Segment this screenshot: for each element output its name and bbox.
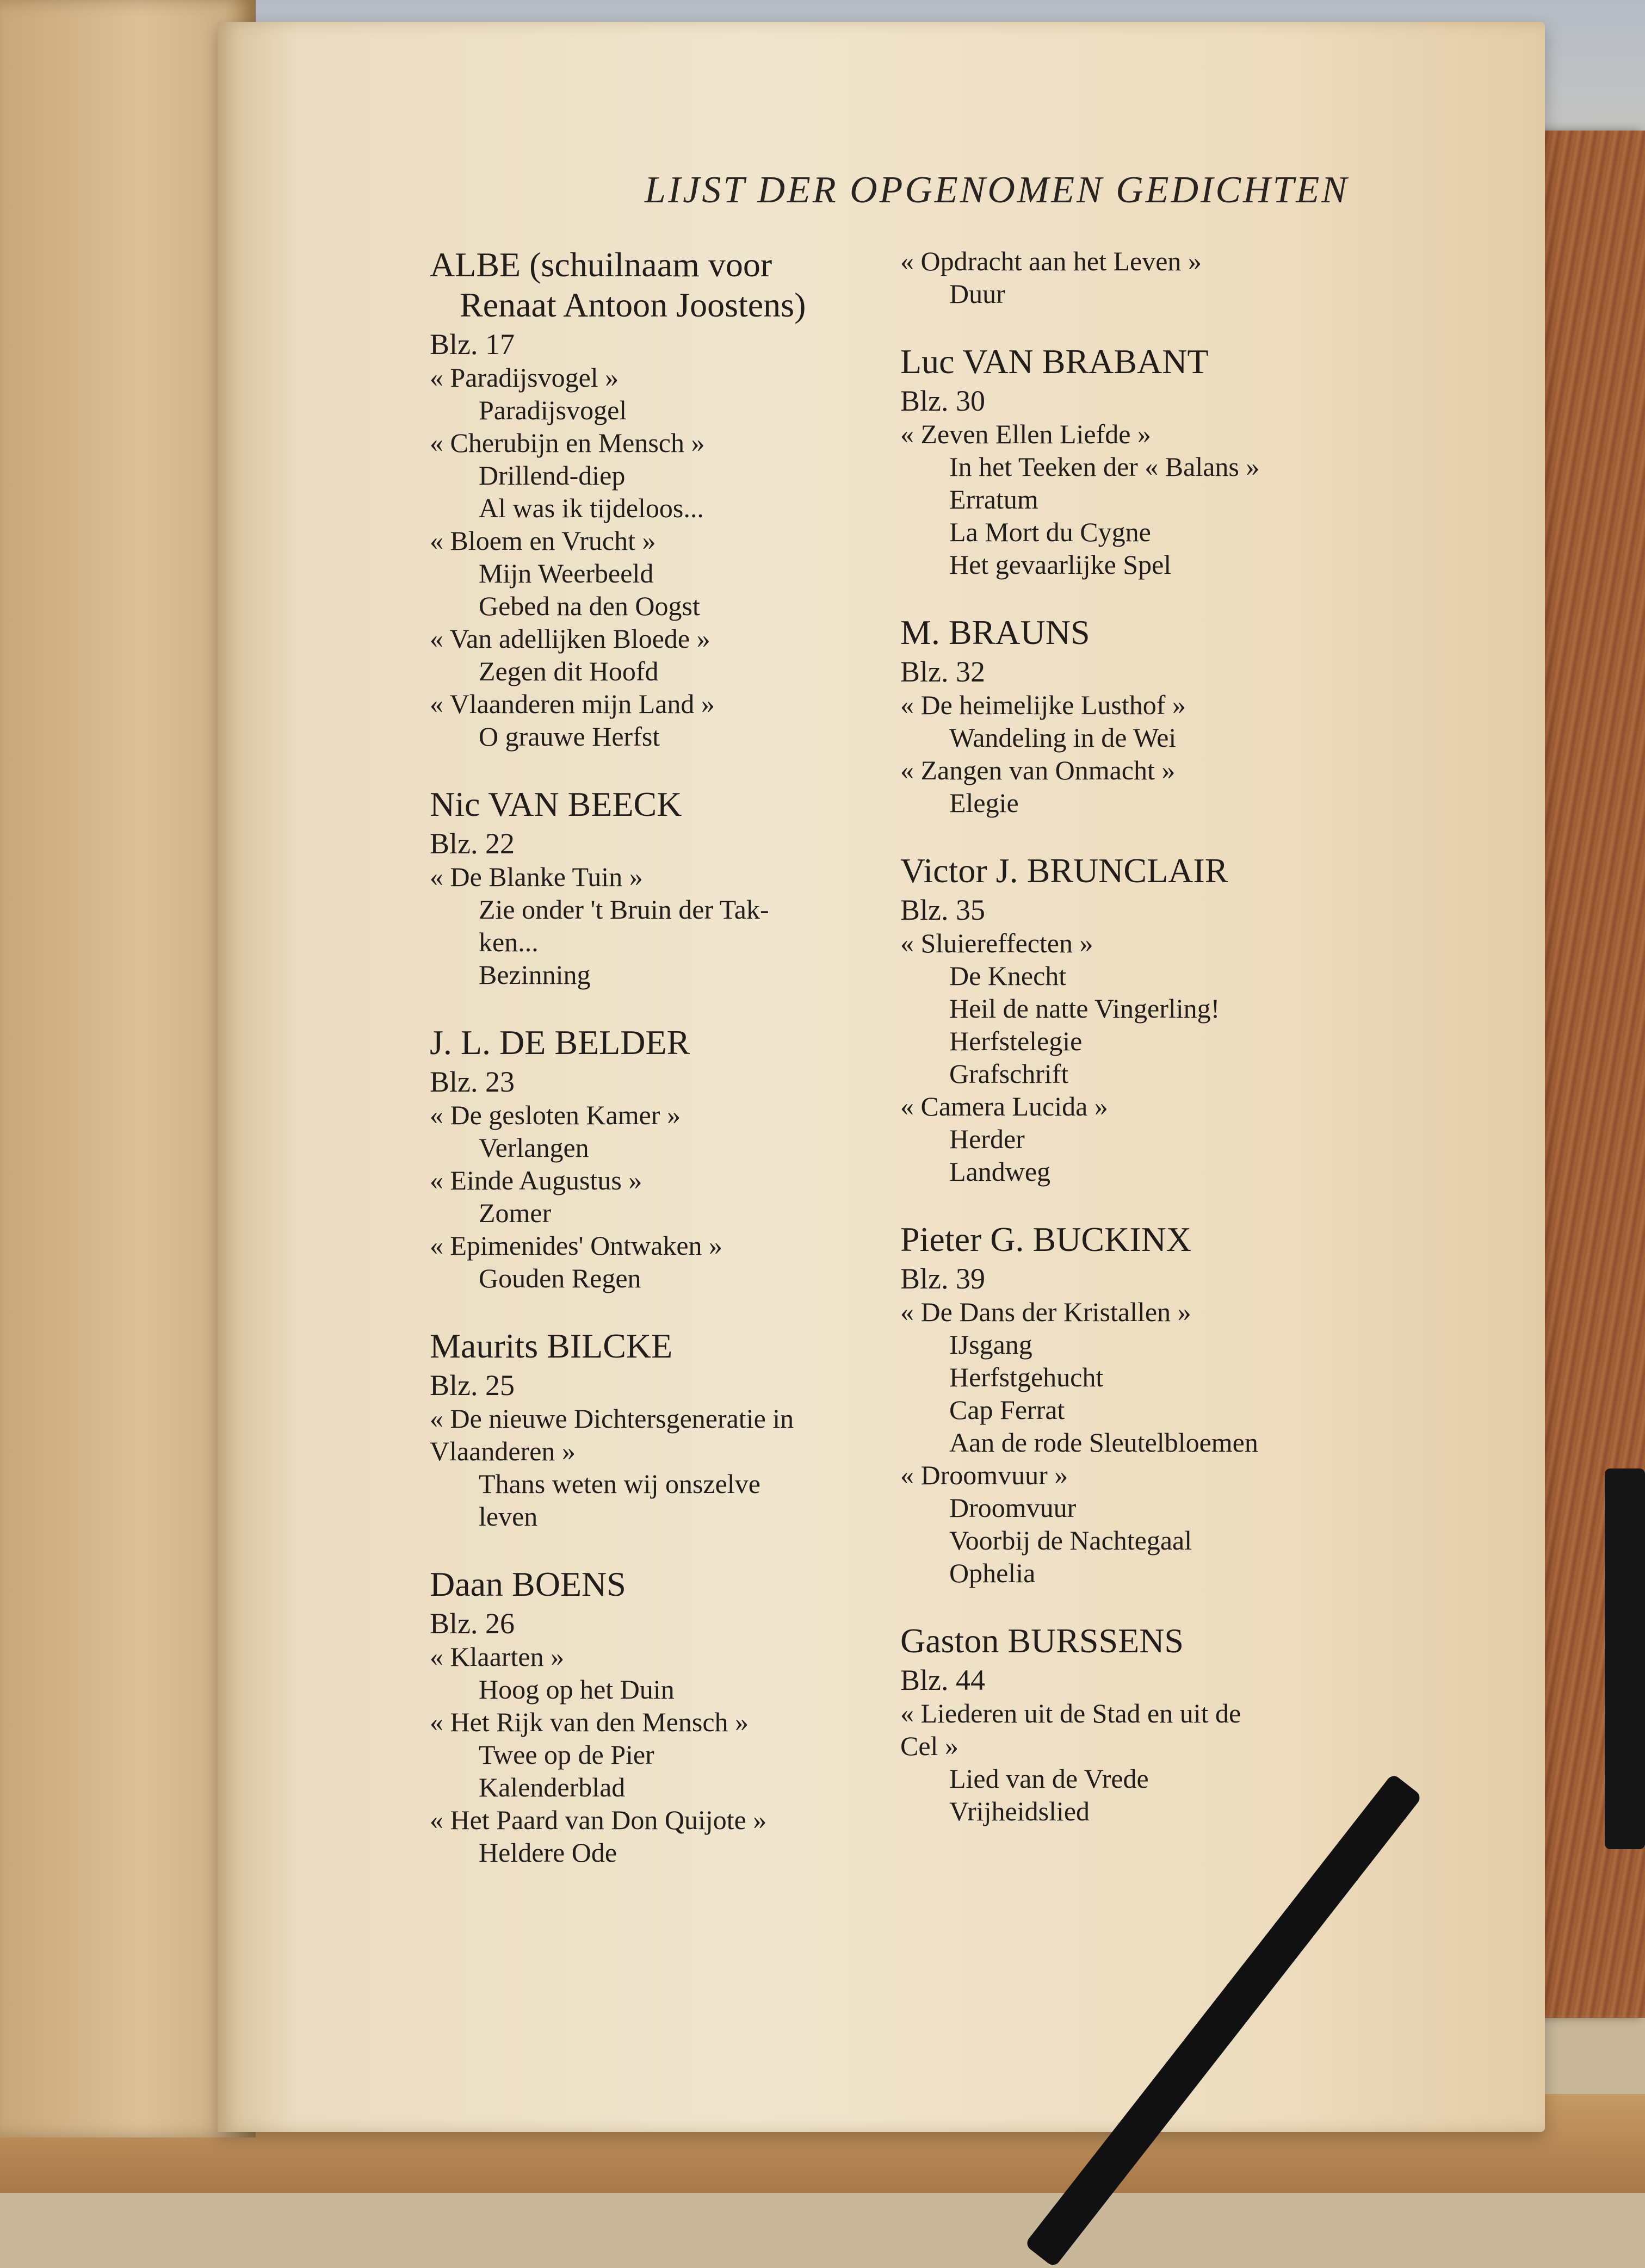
author-name [430, 245, 876, 325]
collection-title: « Bloem en Vrucht » [430, 525, 656, 556]
poem-title: Erratum [949, 484, 1038, 515]
poem-title: Aan de rode Sleutelbloemen [949, 1427, 1258, 1458]
poem-title: Het gevaarlijke Spel [949, 549, 1172, 580]
poem-title: Cap Ferrat [949, 1395, 1065, 1425]
author-name-line: Maurits BILCKE [430, 1327, 673, 1365]
collection-title: « Cherubijn en Mensch » [430, 427, 705, 458]
poem-title: Ophelia [949, 1558, 1036, 1588]
poem-title: Lied van de Vrede [949, 1763, 1149, 1794]
author-entry [430, 1564, 876, 1869]
poem-title: Mijn Weerbeeld [479, 558, 654, 588]
poem-title: Gebed na den Oogst [479, 591, 700, 621]
poem-title: Zomer [479, 1198, 552, 1228]
author-name [900, 1621, 1352, 1661]
index-column-left [430, 245, 876, 1900]
collection-title: « Liederen uit de Stad en uit de [900, 1698, 1241, 1728]
author-name-line: Victor J. BRUNCLAIR [900, 851, 1228, 890]
author-entry [900, 851, 1352, 1188]
page-reference: Blz. 25 [430, 1369, 515, 1402]
collection-title: « Zangen van Onmacht » [900, 755, 1176, 785]
poem-title: Heil de natte Vingerling! [949, 993, 1220, 1024]
author-entry [900, 1621, 1352, 1827]
page-title: LIJST DER OPGENOMEN GEDICHTEN [645, 169, 1349, 211]
collection-title: « Van adellijken Bloede » [430, 623, 710, 654]
author-name [430, 1564, 876, 1604]
collection-title: « Het Rijk van den Mensch » [430, 1707, 749, 1737]
page-reference: Blz. 30 [900, 385, 985, 417]
collection-title: « De gesloten Kamer » [430, 1100, 681, 1130]
poem-title: Verlangen [479, 1132, 589, 1163]
poem-title: La Mort du Cygne [949, 517, 1151, 547]
page-reference: Blz. 32 [900, 655, 985, 688]
page-reference: Blz. 23 [430, 1065, 515, 1098]
author-name-line: Nic VAN BEECK [430, 785, 682, 823]
poem-title: In het Teeken der « Balans » [949, 451, 1260, 482]
author-entry [900, 245, 1352, 310]
poem-title: Al was ik tijdeloos... [479, 493, 704, 523]
page-reference: Blz. 17 [430, 328, 515, 361]
poem-title: Zegen dit Hoofd [479, 656, 659, 686]
author-name-line: Pieter G. BUCKINX [900, 1220, 1192, 1259]
poem-title: Grafschrift [949, 1058, 1069, 1089]
author-name-line: Luc VAN BRABANT [900, 342, 1209, 381]
collection-title: « De heimelijke Lusthof » [900, 690, 1186, 720]
author-entry [430, 245, 876, 753]
poem-title: Twee op de Pier [479, 1739, 654, 1770]
poem-title: Landweg [949, 1156, 1051, 1187]
author-name-line: Renaat Antoon Joostens) [460, 286, 806, 324]
collection-title: « Klaarten » [430, 1641, 565, 1672]
poem-title: Paradijsvogel [479, 395, 627, 425]
poem-title: ken... [479, 927, 539, 957]
poem-title: Drillend-diep [479, 460, 626, 491]
page-reference: Blz. 26 [430, 1607, 515, 1640]
page-reference: Blz. 22 [430, 827, 515, 860]
author-name-line: J. L. DE BELDER [430, 1023, 690, 1062]
author-name-line: M. BRAUNS [900, 613, 1090, 652]
poem-title: Voorbij de Nachtegaal [949, 1525, 1192, 1556]
poem-title: Duur [949, 278, 1005, 309]
poem-title: Herfstgehucht [949, 1362, 1104, 1392]
author-name [430, 1023, 876, 1063]
poem-title: De Knecht [949, 961, 1067, 991]
collection-title: Vlaanderen » [430, 1436, 576, 1466]
poem-title: Herder [949, 1124, 1025, 1154]
collection-title: « Het Paard van Don Quijote » [430, 1805, 767, 1835]
collection-title: « Paradijsvogel » [430, 362, 619, 393]
author-name [900, 1219, 1352, 1260]
page-reference: Blz. 35 [900, 894, 985, 926]
author-name [900, 851, 1352, 891]
author-name-line: Daan BOENS [430, 1565, 626, 1603]
poem-title: Zie onder 't Bruin der Tak- [479, 894, 769, 925]
collection-title: « Droomvuur » [900, 1460, 1068, 1490]
poem-title: Vrijheidslied [949, 1796, 1090, 1826]
poem-title: Thans weten wij onszelve [479, 1468, 760, 1499]
poem-title: Wandeling in de Wei [949, 722, 1177, 753]
collection-title: « Vlaanderen mijn Land » [430, 689, 715, 719]
poem-title: Droomvuur [949, 1492, 1077, 1523]
poem-title: IJsgang [949, 1329, 1032, 1360]
collection-title: « Zeven Ellen Liefde » [900, 419, 1151, 449]
poem-title: Gouden Regen [479, 1263, 641, 1293]
author-entry [430, 784, 876, 991]
collection-title: « De Dans der Kristallen » [900, 1297, 1191, 1327]
author-name [430, 784, 876, 825]
collection-title: « Epimenides' Ontwaken » [430, 1230, 723, 1261]
poem-title: Kalenderblad [479, 1772, 626, 1802]
collection-title: « Sluiereffecten » [900, 928, 1093, 958]
poem-title: leven [479, 1501, 538, 1532]
author-name [430, 1326, 876, 1366]
author-name [900, 342, 1352, 382]
collection-title: « De nieuwe Dichtersgeneratie in [430, 1403, 794, 1434]
poem-title: Hoog op het Duin [479, 1674, 675, 1705]
poem-title: Herfstelegie [949, 1026, 1083, 1056]
author-entry [900, 1219, 1352, 1589]
author-entry [430, 1326, 876, 1533]
index-column-right [900, 245, 1352, 1859]
page-reference: Blz. 39 [900, 1262, 985, 1295]
poem-title: O grauwe Herfst [479, 721, 660, 752]
author-name-line: ALBE (schuilnaam voor [430, 245, 772, 284]
author-name [900, 612, 1352, 653]
author-entry [430, 1023, 876, 1294]
poem-title: Bezinning [479, 959, 591, 990]
collection-title: « Einde Augustus » [430, 1165, 642, 1195]
black-stand-arm [1605, 1468, 1645, 1849]
collection-title: « De Blanke Tuin » [430, 862, 643, 892]
poem-title: Elegie [949, 788, 1019, 818]
collection-title: Cel » [900, 1731, 958, 1761]
author-entry [900, 612, 1352, 819]
page-reference: Blz. 44 [900, 1664, 985, 1696]
author-entry [900, 342, 1352, 581]
poem-title: Heldere Ode [479, 1837, 617, 1868]
author-name-line: Gaston BURSSENS [900, 1621, 1184, 1660]
collection-title: « Camera Lucida » [900, 1091, 1108, 1121]
collection-title: « Opdracht aan het Leven » [900, 246, 1202, 276]
